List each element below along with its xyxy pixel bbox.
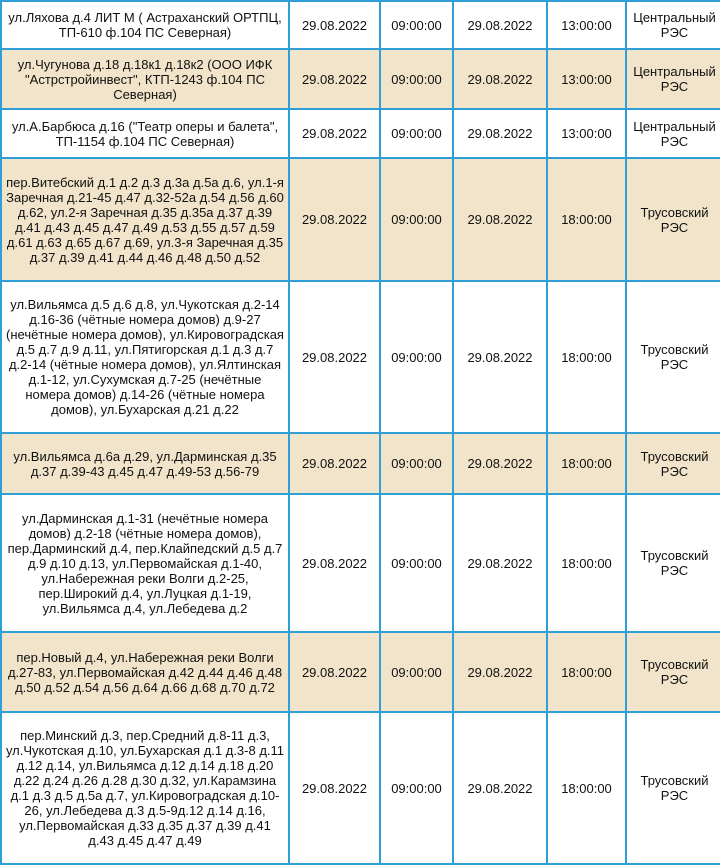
end-date-cell: 29.08.2022 <box>453 712 547 864</box>
end-time-cell: 18:00:00 <box>547 433 626 494</box>
start-time-cell: 09:00:00 <box>380 158 453 281</box>
start-date-cell: 29.08.2022 <box>289 712 380 864</box>
start-date-cell: 29.08.2022 <box>289 632 380 712</box>
start-time-cell: 09:00:00 <box>380 281 453 433</box>
address-cell: пер.Витебский д.1 д.2 д.3 д.3а д.5а д.6, ул.1-я Заречная д.21-45 д.47 д.32-52а д.54 д.56 д.60 д.62, ул.2-я Заречная д.35 д.35а д.37 д.39 д.41 д.43 д.45 д.47 д.49 д.53 д.55 д.57 д.59 д.61 д.63 д.65 д.67 д.69, ул.3-я Заречная д.35 д.37 д.39 д.41 д.44 д.46 д.48 д.50 д.52 <box>1 158 289 281</box>
start-date-cell: 29.08.2022 <box>289 281 380 433</box>
table-row <box>1 632 720 712</box>
address-cell: ул.Вильямса д.5 д.6 д.8, ул.Чукотская д.2-14 д.16-36 (чётные номера домов) д.9-27 (нечётные номера домов), ул.Кировоградская д.5 д.7 д.9 д.11, ул.Пятигорская д.1 д.3 д.7 д.2-14 (чётные номера домов), ул.Ялтинская д.1-12, ул.Сухумская д.7-25 (нечётные номера домов) д.14-26 (чётные номера домов), ул.Бухарская д.21 д.22 <box>1 281 289 433</box>
district-cell: Трусовский РЭС <box>626 281 720 433</box>
end-date-cell: 29.08.2022 <box>453 433 547 494</box>
address-cell: ул.А.Барбюса д.16 ("Театр оперы и балета", ТП-1154 ф.104 ПС Северная) <box>1 109 289 158</box>
end-time-cell: 13:00:00 <box>547 49 626 109</box>
end-date-cell: 29.08.2022 <box>453 49 547 109</box>
start-date-cell: 29.08.2022 <box>289 158 380 281</box>
start-date-cell: 29.08.2022 <box>289 49 380 109</box>
end-time-cell: 13:00:00 <box>547 109 626 158</box>
address-cell: ул.Вильямса д.6а д.29, ул.Дарминская д.35 д.37 д.39-43 д.45 д.47 д.49-53 д.56-79 <box>1 433 289 494</box>
start-time-cell: 09:00:00 <box>380 712 453 864</box>
start-time-cell: 09:00:00 <box>380 632 453 712</box>
address-cell: ул.Чугунова д.18 д.18к1 д.18к2 (ООО ИФК "Астрстройинвест", КТП-1243 ф.104 ПС Северная) <box>1 49 289 109</box>
end-date-cell: 29.08.2022 <box>453 158 547 281</box>
district-cell: Центральный РЭС <box>626 109 720 158</box>
start-time-cell: 09:00:00 <box>380 1 453 49</box>
end-date-cell: 29.08.2022 <box>453 494 547 632</box>
district-cell: Трусовский РЭС <box>626 494 720 632</box>
start-date-cell: 29.08.2022 <box>289 1 380 49</box>
district-cell: Трусовский РЭС <box>626 632 720 712</box>
end-time-cell: 18:00:00 <box>547 494 626 632</box>
address-cell: пер.Минский д.3, пер.Средний д.8-11 д.3, ул.Чукотская д.10, ул.Бухарская д.1 д.3-8 д.11 д.12 д.14, ул.Вильямса д.12 д.14 д.18 д.20 д.22 д.24 д.26 д.28 д.30 д.32, ул.Карамзина д.1 д.3 д.5 д.5а д.7, ул.Кировоградская д.10-26, ул.Лебедева д.3 д.5-9д.12 д.14 д.16, ул.Первомайская д.33 д.35 д.37 д.39 д.41 д.43 д.45 д.47 д.49 <box>1 712 289 864</box>
table-row <box>1 158 720 281</box>
start-date-cell: 29.08.2022 <box>289 109 380 158</box>
end-date-cell: 29.08.2022 <box>453 281 547 433</box>
table-row <box>1 49 720 109</box>
end-date-cell: 29.08.2022 <box>453 632 547 712</box>
district-cell: Трусовский РЭС <box>626 433 720 494</box>
district-cell: Центральный РЭС <box>626 1 720 49</box>
table-row <box>1 494 720 632</box>
table-row <box>1 712 720 864</box>
start-time-cell: 09:00:00 <box>380 494 453 632</box>
end-time-cell: 13:00:00 <box>547 1 626 49</box>
start-time-cell: 09:00:00 <box>380 433 453 494</box>
table-row <box>1 281 720 433</box>
end-time-cell: 18:00:00 <box>547 281 626 433</box>
end-time-cell: 18:00:00 <box>547 712 626 864</box>
address-cell: пер.Новый д.4, ул.Набережная реки Волги д.27-83, ул.Первомайская д.42 д.44 д.46 д.48 д.50 д.52 д.54 д.56 д.64 д.66 д.68 д.70 д.72 <box>1 632 289 712</box>
district-cell: Трусовский РЭС <box>626 158 720 281</box>
end-time-cell: 18:00:00 <box>547 632 626 712</box>
district-cell: Трусовский РЭС <box>626 712 720 864</box>
start-time-cell: 09:00:00 <box>380 49 453 109</box>
table-row <box>1 1 720 49</box>
start-date-cell: 29.08.2022 <box>289 494 380 632</box>
address-cell: ул.Ляхова д.4 ЛИТ М ( Астраханский ОРТПЦ, ТП-610 ф.104 ПС Северная) <box>1 1 289 49</box>
end-date-cell: 29.08.2022 <box>453 1 547 49</box>
start-time-cell: 09:00:00 <box>380 109 453 158</box>
address-cell: ул.Дарминская д.1-31 (нечётные номера домов) д.2-18 (чётные номера домов), пер.Дарминский д.4, пер.Клайпедский д.5 д.7 д.9 д.10 д.13, ул.Первомайская д.1-40, ул.Набережная реки Волги д.2-25, пер.Широкий д.4, ул.Луцкая д.1-19, ул.Вильямса д.4, ул.Лебедева д.2 <box>1 494 289 632</box>
table-row <box>1 109 720 158</box>
table-row <box>1 433 720 494</box>
start-date-cell: 29.08.2022 <box>289 433 380 494</box>
end-time-cell: 18:00:00 <box>547 158 626 281</box>
district-cell: Центральный РЭС <box>626 49 720 109</box>
end-date-cell: 29.08.2022 <box>453 109 547 158</box>
